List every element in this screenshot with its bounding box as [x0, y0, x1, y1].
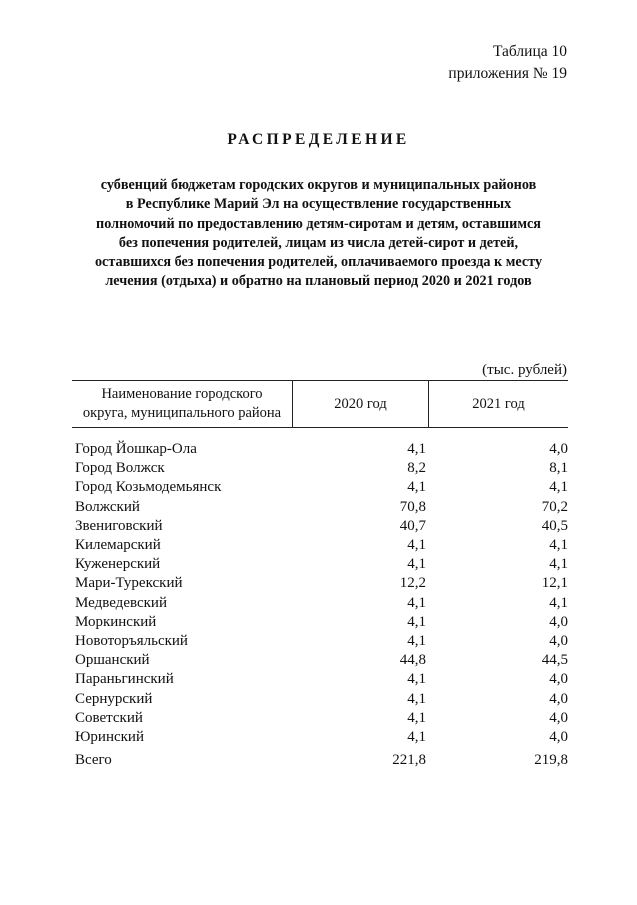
value-2020-cell: 4,1 [407, 537, 426, 554]
value-2020-cell: 4,1 [407, 709, 426, 726]
header-region-line: округа, муниципального района [82, 405, 282, 421]
value-2020-cell: 221,8 [392, 752, 426, 769]
region-name-cell: Килемарский [75, 537, 161, 554]
region-name-cell: Медведевский [75, 594, 167, 611]
value-2021-cell: 4,1 [549, 537, 568, 554]
value-2021-cell: 70,2 [541, 498, 568, 515]
units-label: (тыс. рублей) [482, 362, 567, 378]
table-row [72, 709, 568, 728]
value-2021-cell: 12,1 [541, 575, 568, 592]
region-name-cell: Всего [75, 752, 112, 769]
region-name-cell: Город Йошкар-Ола [75, 441, 197, 458]
table-row [72, 594, 568, 613]
value-2021-cell: 4,0 [549, 709, 568, 726]
total-row [72, 751, 568, 770]
region-name-cell: Город Волжск [75, 460, 165, 477]
region-name-cell: Параньгинский [75, 671, 174, 688]
value-2020-cell: 4,1 [407, 441, 426, 458]
value-2021-cell: 4,0 [549, 690, 568, 707]
table-row [72, 440, 568, 459]
region-name-cell: Оршанский [75, 652, 150, 669]
header-region-line: Наименование городского [101, 386, 263, 402]
table-row [72, 574, 568, 593]
table-body [72, 440, 568, 770]
value-2020-cell: 40,7 [399, 517, 426, 534]
region-name-cell: Сернурский [75, 690, 153, 707]
header-region [72, 381, 293, 427]
table-row [72, 670, 568, 689]
appendix-number: приложения № 19 [448, 65, 567, 82]
document-heading: РАСПРЕДЕЛЕНИЕ [227, 131, 410, 148]
table-header [72, 380, 568, 428]
value-2020-cell: 4,1 [407, 671, 426, 688]
value-2021-cell: 40,5 [541, 517, 568, 534]
subtitle-line: без попечения родителей, лицам из числа детей-сирот и детей, [118, 234, 519, 251]
value-2020-cell: 4,1 [407, 728, 426, 745]
header-2021: 2021 год [472, 395, 525, 412]
value-2021-cell: 4,1 [549, 594, 568, 611]
value-2020-cell: 70,8 [399, 498, 426, 515]
table-row [72, 728, 568, 747]
region-name-cell: Советский [75, 709, 143, 726]
value-2020-cell: 4,1 [407, 594, 426, 611]
subtitle-line: оставшихся без попечения родителей, оплачиваемого проезда к месту [94, 254, 543, 271]
distribution-table [72, 380, 568, 770]
table-row [72, 498, 568, 517]
value-2021-cell: 44,5 [541, 652, 568, 669]
subtitle-line: субвенций бюджетам городских округов и муниципальных районов [100, 177, 537, 193]
region-name-cell: Куженерский [75, 556, 161, 573]
table-row [72, 613, 568, 632]
document-subtitle [60, 176, 577, 292]
region-name-cell: Юринский [75, 728, 144, 745]
table-row [72, 459, 568, 478]
table-row [72, 651, 568, 670]
table-row [72, 555, 568, 574]
value-2020-cell: 44,8 [399, 652, 426, 669]
table-reference [448, 41, 567, 85]
value-2021-cell: 4,0 [549, 441, 568, 458]
region-name-cell: Новоторъяльский [75, 632, 188, 649]
value-2020-cell: 4,1 [407, 632, 426, 649]
region-name-cell: Звениговский [75, 517, 163, 534]
value-2021-cell: 8,1 [549, 460, 568, 477]
header-2020: 2020 год [293, 381, 429, 427]
region-name-cell: Мари-Турекский [75, 575, 183, 592]
table-row [72, 478, 568, 497]
value-2020-cell: 4,1 [407, 479, 426, 496]
value-2021-cell: 4,0 [549, 632, 568, 649]
region-name-cell: Моркинский [75, 613, 157, 630]
value-2020-cell: 4,1 [407, 556, 426, 573]
value-2021-cell: 4,0 [549, 613, 568, 630]
value-2020-cell: 8,2 [407, 460, 426, 477]
subtitle-line: полномочий по предоставлению детям-сиротам и детям, оставшимся [96, 215, 541, 232]
value-2021-cell: 4,1 [549, 556, 568, 573]
value-2020-cell: 12,2 [399, 575, 426, 592]
value-2020-cell: 4,1 [407, 613, 426, 630]
region-name-cell: Город Козьмодемьянск [75, 479, 222, 496]
subtitle-line: лечения (отдыха) и обратно на плановый период 2020 и 2021 годов [105, 273, 532, 290]
value-2021-cell: 4,0 [549, 671, 568, 688]
table-row [72, 517, 568, 536]
table-row [72, 536, 568, 555]
table-row [72, 689, 568, 708]
value-2021-cell: 219,8 [534, 752, 568, 769]
region-name-cell: Волжский [75, 498, 140, 515]
table-row [72, 632, 568, 651]
table-number: Таблица 10 [492, 43, 567, 60]
value-2021-cell: 4,1 [549, 479, 568, 496]
subtitle-line: в Республике Марий Эл на осуществление государственных [125, 196, 512, 213]
value-2020-cell: 4,1 [407, 690, 426, 707]
value-2021-cell: 4,0 [549, 728, 568, 745]
